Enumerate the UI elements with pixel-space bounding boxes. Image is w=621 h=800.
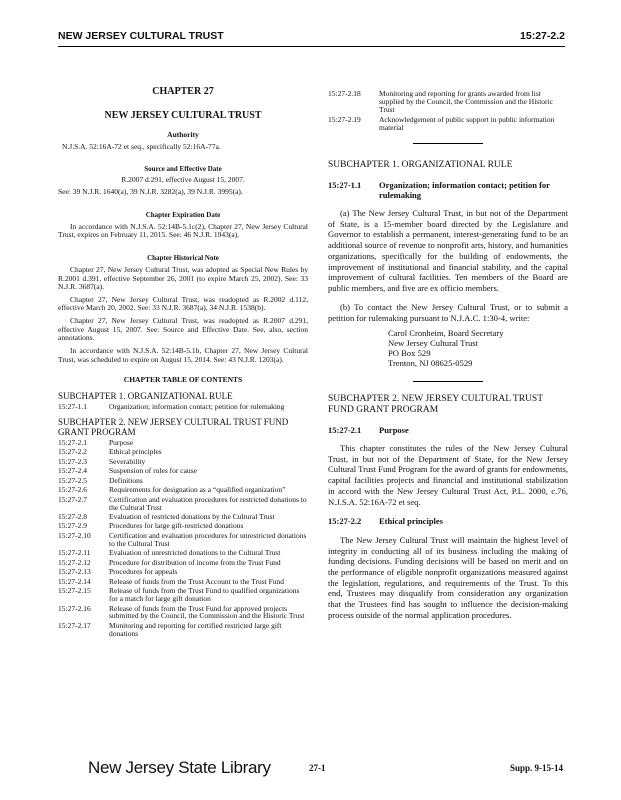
history-paragraph: In accordance with N.J.S.A. 52:14B-5.1b, Chapter 27, New Jersey Cultural Trust, was scheduled to expire on August 15, 2014. See: 43 N.J.R. 1203(a). [58,345,308,364]
toc-entry-title: Release of funds from the Trust Fund for approved projects submitted by the Council, the Commission and the Historic Trust [109,603,305,621]
toc-entry-title: Monitoring and reporting for grants awarded from list supplied by the Council, the Commission and the Historic Trust [379,89,553,114]
toc-entry-number: 15:27-2.16 [58,603,91,613]
section-heading [328,426,568,435]
footer-supplement: Supp. 9-15-14 [510,763,564,773]
toc-entry-title: Purpose [109,437,134,447]
toc-entry [58,522,308,530]
toc-entry-number: 15:27-2.2 [58,447,87,457]
toc-entry-number: 15:27-2.7 [58,494,87,504]
body-paragraph: (b) To contact the New Jersey Cultural Trust, or to submit a petition for rulemaking pursuant to N.J.A.C. 1:30-4, write: [328,301,568,323]
toc-entry [58,559,308,567]
expiration-text: In accordance with N.J.S.A. 52:14B-5.1c(2), Chapter 27, New Jersey Cultural Trust, expires on February 11, 2015. See: 46 N.J.R. 1943(a). [58,221,308,240]
running-header [58,27,565,43]
header-rule [58,46,565,47]
section-number: 15:27-2.2 [328,516,362,527]
toc-entry [58,568,308,576]
body-paragraph: This chapter constitutes the rules of the New Jersey Cultural Trust, in but not of the Department of State, for the New Jersey Cultural Trust Fund Program for the award of grants for endowments, capital facilities projects and financial and institutional stabilization in accord with the New Jersey Cultural Trust Act, P.L. 2000, c.76, N.J.S.A. 52:16A-72 et seq. [328,443,568,507]
toc-entry [58,486,308,494]
authority-label: Authority [167,130,199,139]
toc-entry [58,458,308,466]
section-number: 15:27-2.1 [328,424,362,435]
header-section: 15:27-2.2 [520,30,565,42]
history-paragraph: Chapter 27, New Jersey Cultural Trust, was adopted as Special New Rules by R.2001 d.391, effective September 26, 2001 (to expire March 25, 2002). See: 33 N.J.R. 3687(a). [58,264,308,292]
authority-text: N.J.S.A. 52:16A-72 et seq., specifically 52:16A-77a. [62,141,221,151]
section-divider [413,381,483,382]
toc-entry-number: 15:27-2.18 [328,89,361,98]
chapter-title: NEW JERSEY CULTURAL TRUST [104,109,262,121]
section-heading [328,181,568,200]
toc-entry-title: Procedure for distribution of income from the Trust Fund [109,557,281,567]
toc-entry [58,467,308,475]
history-paragraph: Chapter 27, New Jersey Cultural Trust, was readopted as R.2007 d.291, effective August 15, 2007. See: Source and Effective Date. See, also, section annotations. [58,316,308,343]
address-line: New Jersey Cultural Trust [388,338,478,349]
toc-entry-number: 15:27-2.3 [58,456,87,466]
section-title: Organization; information contact; petition for rulemaking [379,180,550,200]
mailing-address [388,329,568,369]
section-divider [413,143,483,144]
toc-entry-number: 15:27-2.19 [328,114,361,124]
toc-entry-number: 15:27-2.10 [58,530,91,540]
toc-entry-number: 15:27-2.8 [58,512,87,522]
toc-subchapter-2: SUBCHAPTER 2. NEW JERSEY CULTURAL TRUST FUND GRANT PROGRAM [58,416,289,437]
address-line: Trenton, NJ 08625-0529 [388,357,473,368]
toc-entry-title: Definitions [109,475,143,485]
toc-entry [58,532,308,548]
left-column [58,80,308,638]
toc-entry-title: Procedures for appeals [109,567,178,577]
toc-entry-number: 15:27-2.13 [58,567,91,577]
section-title: Ethical principles [379,516,443,527]
toc-list-2 [58,439,308,638]
toc-entry-number: 15:27-2.4 [58,466,87,476]
toc-entry-number: 15:27-2.9 [58,521,87,531]
section-number: 15:27-1.1 [328,180,362,191]
toc-entry-title: Certification and evaluation procedures for restricted donations to the Cultural Trust [109,494,307,512]
section-heading [328,517,568,526]
toc-entry [58,622,308,638]
toc-entry [58,439,308,447]
body-paragraph: The New Jersey Cultural Trust will maintain the highest level of integrity in conducting all of its business including the making of funding decisions. Funding decisions will be based on merit and on the performance of eligible nonprofit organizations measured against the legislation, regulations, and requirements of the Trust. To this end, Trustees may disqualify from consideration any organization that the Trustees find has sought to influence the decision-making process outside of the normal application procedures. [328,534,568,620]
toc-entry [328,90,568,114]
toc-entry [328,116,568,132]
toc-entry-title: Evaluation of unrestricted donations to the Cultural Trust [109,548,281,558]
toc-entry-number: 15:27-2.14 [58,576,91,586]
footer-library-name: New Jersey State Library [88,758,271,777]
toc-entry [58,403,308,411]
history-paragraph: Chapter 27, New Jersey Cultural Trust, was readopted as R.2002 d.112, effective March 20, 2002. See: 33 N.J.R. 3687(a), 34 N.J.R. 1538(b). [58,294,308,313]
toc-entry-title: Organization; information contact; petition for rulemaking [109,401,285,411]
toc-entry-number: 15:27-1.1 [58,401,87,411]
subchapter-1-heading: SUBCHAPTER 1. ORGANIZATIONAL RULE [328,160,513,171]
toc-entry [58,448,308,456]
section-title: Purpose [379,424,409,435]
toc-entry-title: Release of funds from the Trust Fund to qualified organizations for a match for large gift donation [109,586,300,604]
toc-entry [58,513,308,521]
toc-entry-title: Release of funds from the Trust Account to the Trust Fund [109,576,285,586]
toc-entry-number: 15:27-2.6 [58,485,87,495]
toc-entry-title: Procedures for large gift-restricted donations [109,521,244,531]
toc-entry-title: Requirements for designation as a “qualified organization” [109,485,286,495]
toc-entry-title: Certification and evaluation procedures for unrestricted donations to the Cultural Trust [109,530,307,548]
toc-subchapter-1: SUBCHAPTER 1. ORGANIZATIONAL RULE [58,390,233,401]
toc-entry-number: 15:27-2.17 [58,620,91,630]
toc-entry-number: 15:27-2.1 [58,437,87,447]
toc-entry-title: Ethical principles [109,447,162,457]
source-line-2: See: 39 N.J.R. 1640(a), 39 N.J.R. 3282(a), 39 N.J.R. 3995(a). [58,186,243,196]
toc-entry-number: 15:27-2.5 [58,475,87,485]
toc-entry [58,605,308,621]
toc-entry-title: Monitoring and reporting for certified restricted large gift donations [109,620,282,638]
header-title: NEW JERSEY CULTURAL TRUST [58,30,224,42]
toc-entry-number: 15:27-2.11 [58,548,91,558]
history-label: Chapter Historical Note [147,253,219,262]
footer-page-number: 27-1 [309,763,326,773]
toc-list-continued [328,90,568,131]
toc-entry [58,578,308,586]
toc-list-1 [58,403,308,411]
toc-entry-title: Acknowledgement of public support in public information material [379,114,555,132]
subchapter-2-heading: SUBCHAPTER 2. NEW JERSEY CULTURAL TRUST FUND GRANT PROGRAM [328,393,543,415]
expiration-label: Chapter Expiration Date [145,210,221,219]
toc-entry-title: Severability [109,456,146,466]
address-line: Carol Cronheim, Board Secretary [388,328,504,339]
toc-entry [58,549,308,557]
toc-entry [58,587,308,603]
source-line-1: R.2007 d.291, effective August 15, 2007. [121,175,245,185]
address-line: PO Box 529 [388,348,431,359]
toc-heading: CHAPTER TABLE OF CONTENTS [123,375,243,385]
chapter-number: CHAPTER 27 [152,86,214,97]
right-column [328,88,568,621]
toc-entry-number: 15:27-2.15 [58,586,91,596]
toc-entry-title: Suspension of rules for cause [109,466,197,476]
toc-entry [58,496,308,512]
toc-entry [58,477,308,485]
source-label: Source and Effective Date [144,165,222,174]
toc-entry-title: Evaluation of restricted donations by the Cultural Trust [109,512,275,522]
body-paragraph: (a) The New Jersey Cultural Trust, in but not of the Department of State, is a 15-member board directed by the Legislature and Governor to establish a permanent, interest-generating fund to be an additional source of revenue to nonprofit arts, history, and humanities organizations, specifically for the building of endowments, the improvement of institutional and financial stability, and the capital improvement of cultural facilities. Ten members of the Board are public members, and five are ex officio members. [328,207,568,294]
toc-entry-number: 15:27-2.12 [58,557,91,567]
